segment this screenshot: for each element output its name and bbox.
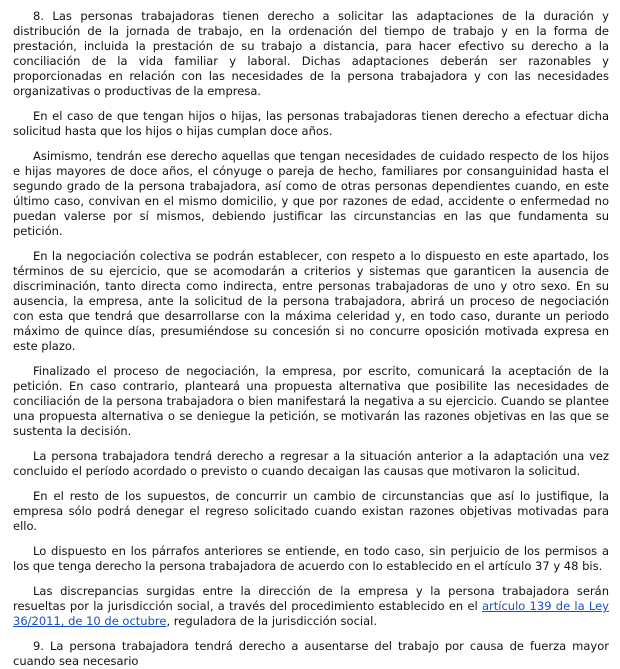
paragraph-negotiation-end: Finalizado el proceso de negociación, la empresa, por escrito, comunicará la aceptación de la petición. En caso contrario, planteará una propuesta alternativa que posibilite las necesidades de conciliación de la persona trabajadora o bien manifestará la negativa a su ejercicio. Cuando se plantee una propuesta alternativa o se deniegue la petición, se motivarán las razones objetivas en las que se sustenta la decisión.: [13, 364, 609, 438]
paragraph-discrepancies: [13, 584, 609, 629]
paragraph-8-intro: 8. Las personas trabajadoras tienen derecho a solicitar las adaptaciones de la duración y distribución de la jornada de trabajo, en la ordenación del tiempo de trabajo y en la forma de prestación, incluida la prestación de su trabajo a distancia, para hacer efectivo su derecho a la conciliación de la vida familiar y laboral. Dichas adaptaciones deberán ser razonables y proporcionadas en relación con las necesidades de la persona trabajadora y con las necesidades organizativas o productivas de la empresa.: [13, 9, 609, 98]
article-139-link[interactable]: artículo 139 de la Ley 36/2011, de 10 de octubre: [13, 599, 609, 628]
paragraph-children: En el caso de que tengan hijos o hijas, las personas trabajadoras tienen derecho a efectuar dicha solicitud hasta que los hijos o hijas cumplan doce años.: [13, 109, 609, 138]
paragraph-return-right: La persona trabajadora tendrá derecho a regresar a la situación anterior a la adaptación una vez concluido el período acordado o previsto o cuando decaigan las causas que motivaron la solicitud.: [13, 449, 609, 478]
paragraph-other-cases: En el resto de los supuestos, de concurrir un cambio de circunstancias que así lo justifique, la empresa sólo podrá denegar el regreso solicitado cuando existan razones objetivas motivadas para ello.: [13, 489, 609, 533]
paragraph-permits: Lo dispuesto en los párrafos anteriores se entiende, en todo caso, sin perjuicio de los permisos a los que tenga derecho la persona trabajadora de acuerdo con lo establecido en el artículo 37 y 48 bis.: [13, 544, 609, 573]
paragraph-collective-bargaining: En la negociación colectiva se podrán establecer, con respeto a lo dispuesto en este apartado, los términos de su ejercicio, que se acomodarán a criterios y sistemas que garanticen la ausencia de discriminación, tanto directa como indirecta, entre personas trabajadoras de uno y otro sexo. En su ausencia, la empresa, ante la solicitud de la persona trabajadora, abrirá un proceso de negociación con esta que tendrá que desarrollarse con la máxima celeridad y, en todo caso, durante un periodo máximo de quince días, presumiéndose su concesión si no concurre oposición motivada expresa en este plazo.: [13, 249, 609, 353]
paragraph-dependents: Asimismo, tendrán ese derecho aquellas que tengan necesidades de cuidado respecto de los hijos e hijas mayores de doce años, el cónyuge o pareja de hecho, familiares por consanguinidad hasta el segundo grado de la persona trabajadora, así como de otras personas dependientes cuando, en este último caso, convivan en el mismo domicilio, y que por razones de edad, accidente o enfermedad no puedan valerse por sí mismos, debiendo justificar las circunstancias en las que fundamenta su petición.: [13, 149, 609, 238]
paragraph-9-partial: 9. La persona trabajadora tendrá derecho a ausentarse del trabajo por causa de fuerza mayor cuando sea necesario: [13, 639, 609, 668]
discrepancies-text-after: , reguladora de la jurisdicción social.: [166, 614, 377, 628]
discrepancies-text-before: Las discrepancias surgidas entre la dirección de la empresa y la persona trabajadora serán resueltas por la jurisdicción social, a través del procedimiento establecido en el: [13, 584, 609, 613]
